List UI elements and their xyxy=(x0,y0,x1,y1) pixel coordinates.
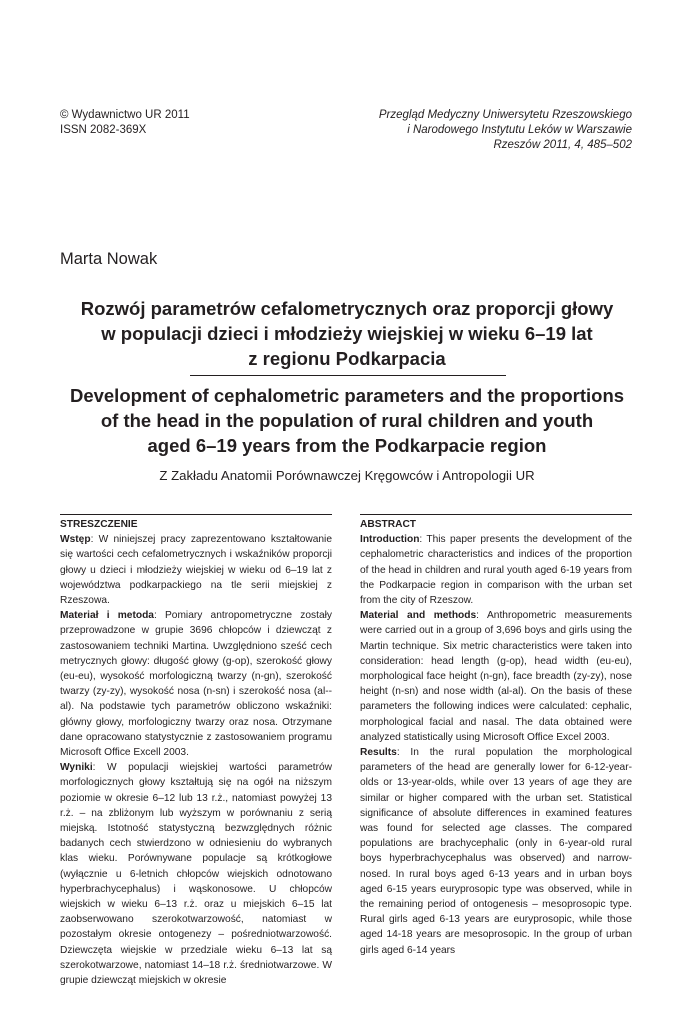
title-english-line-1: Development of cephalometric parameters and the proportions xyxy=(69,385,625,406)
streszczenie-heading: STRESZCZENIE xyxy=(60,519,138,530)
streszczenie-wstep xyxy=(60,532,332,608)
author-name: Marta Nowak xyxy=(60,250,158,268)
section-label: Introduction xyxy=(360,534,420,546)
title-english xyxy=(40,383,654,458)
journal-issue-line: Rzeszów 2011, 4, 485–502 xyxy=(493,139,632,151)
affiliation: Z Zakładu Anatomii Porównawczej Kręgowców i Antropologii UR xyxy=(159,468,535,483)
abstract-results xyxy=(360,745,632,958)
section-text: : W niniejszej pracy zaprezentowano kształtowanie się wartości cech cefalometrycznych i wskaźników proporcji głowy u dzieci i młodzieży wiejskiej w wieku od 6–19 lat z województwa podkarpackiego na tle serii miejskiej z Rzeszowa. xyxy=(60,534,332,607)
abstract-introduction xyxy=(360,532,632,608)
title-polish-line-3: z regionu Podkarpacia xyxy=(248,348,446,369)
section-label: Materiał i metoda xyxy=(60,610,154,622)
section-text: : W populacji wiejskiej wartości parametrów morfologicznych głowy kształtują się na ogół na niższym poziomie w okresie 6–12 lub 13 r.ż., natomiast powyżej 13 r.ż. – na zbliżonym lub wyższym w porównaniu z serią miejską. Istotność statystyczną bezwzględnych różnic badanych cech stwierdzono w odniesieniu do wybranych klas wieku. Porównywane populacje są krótkogłowe (wyłącznie u 6-letnich chłopców wiejskich odnotowano hyperbrachycephalus) i wąskonosowe. U chłopców wiejskich w wieku 6–13 r.ż. oraz u miejskich 6–15 lat zaobserwowano szerokotwarzowość, natomiast w pozostałym okresie ontogenezy – pośredniotwarzowość. Dziewczęta wiejskie w przedziale wieku 6–13 lat są szerokotwarzowe, natomiast 14–18 r.ż. średniotwarzowe. W grupie dziewcząt miejskich w okresie xyxy=(60,762,332,987)
section-text: : Anthropometric measurements were carried out in a group of 3,696 boys and girls using the Martin technique. Six metric characteristics were taken into consideration: head length (g-op), head width (eu-eu), morphological face height (n-gn), face breadth (zy-zy), nose height (n-sn) and nose width (al-al). On the basis of these parameters the following indices were calculated: cephalic, morphological facial and nasal. The data obtained were analyzed statistically using Microsoft Office Excel 2003. xyxy=(360,610,632,743)
section-text: : In the rural population the morphological parameters of the head are generally lower for 6-12-year-olds or 13-year-olds, while over 13 years of age they are similar or higher compared with the urban set. Statistical significance of absolute differences in examined features was found for selected age classes. The compared populations are brachycephalic (only in 6-year-old rural boys hyperbrachycephalus was observed) and narrow-nosed. In rural boys aged 6-13 years and in urban boys aged 6-15 years euryprosopic type was observed, while in the remaining period of ontogenesis – mesoprosopic type. Rural girls aged 6-13 years are euryprosopic, while those aged 14-18 years are mesoprosopic. In the group of urban girls aged 6-14 years xyxy=(360,747,632,956)
title-polish xyxy=(40,296,654,371)
journal-name-line-1: Przegląd Medyczny Uniwersytetu Rzeszowskiego xyxy=(378,109,632,121)
journal-name-line-2: i Narodowego Instytutu Leków w Warszawie xyxy=(407,124,632,136)
title-english-line-2: of the head in the population of rural children and youth xyxy=(100,410,594,431)
abstract-heading: ABSTRACT xyxy=(360,519,417,530)
title-polish-line-1: Rozwój parametrów cefalometrycznych oraz proporcji głowy xyxy=(80,298,614,319)
abstract-methods xyxy=(360,608,632,745)
section-label: Material and methods xyxy=(360,610,477,622)
abstract-rule xyxy=(360,514,632,515)
abstract-column xyxy=(360,514,632,958)
section-label: Wstęp xyxy=(60,534,91,546)
copyright-line: © Wydawnictwo UR 2011 xyxy=(60,109,190,121)
section-label: Wyniki xyxy=(60,762,93,774)
section-label: Results xyxy=(360,747,397,759)
streszczenie-material xyxy=(60,608,332,760)
issn-line: ISSN 2082-369X xyxy=(60,124,147,136)
streszczenie-wyniki xyxy=(60,760,332,988)
title-divider xyxy=(190,375,506,376)
streszczenie-rule xyxy=(60,514,332,515)
title-english-line-3: aged 6–19 years from the Podkarpacie region xyxy=(147,435,547,456)
section-text: : This paper presents the development of the cephalometric characteristics and indices of the proportion of the head in children and rural youth aged 6-19 years from the Podkarpacie region in comparison with the urban set from the city of Rzeszow. xyxy=(360,534,632,607)
journal-citation xyxy=(379,108,632,153)
section-text: : Pomiary antropometryczne zostały przeprowadzone w grupie 3696 chłopców i dziewcząt z zastosowaniem techniki Martina. Uwzględniono sześć cech metrycznych głowy: długość głowy (g-op), szerokość głowy (eu-eu), wysokość morfologiczną twarzy (n-gn), szerokość twarzy (zy-zy), wysokość nosa (n-sn) i szerokość nosa (al--al). Na podstawie tych parametrów obliczono wskaźniki: główny głowy, morfologiczny twarzy oraz nosa. Otrzymane dane opracowano statystycznie z zastosowaniem programu Microsoft Office Excell 2003. xyxy=(60,610,332,759)
title-polish-line-2: w populacji dzieci i młodzieży wiejskiej w wieku 6–19 lat xyxy=(101,323,593,344)
journal-publisher-info xyxy=(60,108,190,138)
streszczenie-column xyxy=(60,514,332,988)
